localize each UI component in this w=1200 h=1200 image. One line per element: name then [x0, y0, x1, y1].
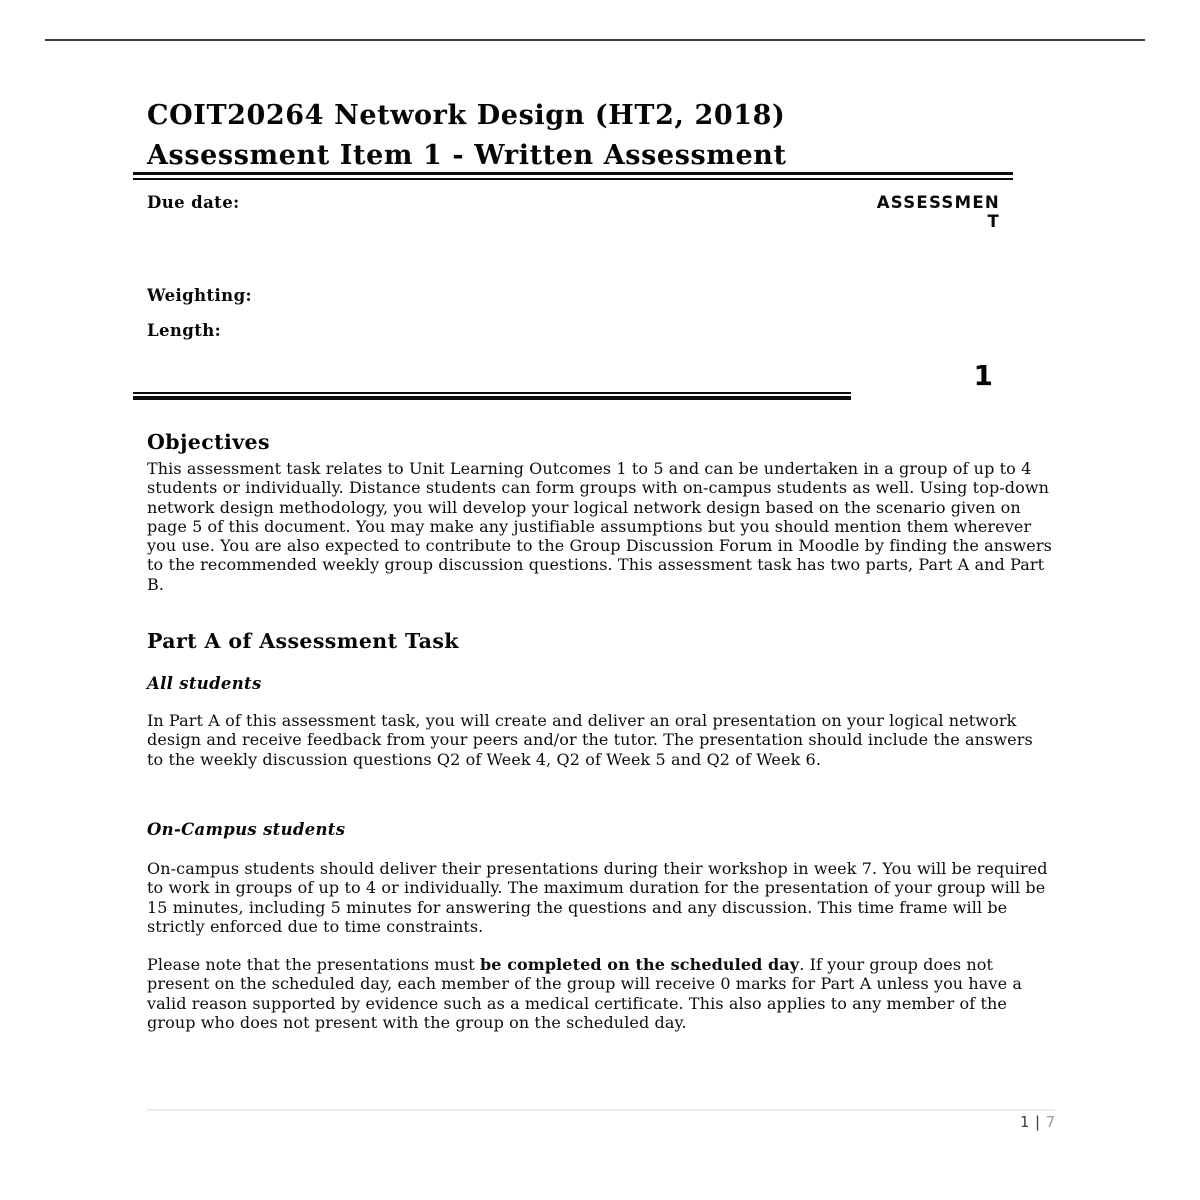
- due-date-label: Due date:: [147, 193, 240, 212]
- footer-page-current: 1: [1019, 1113, 1029, 1131]
- objectives-paragraph: This assessment task relates to Unit Learning Outcomes 1 to 5 and can be undertaken in a group of up to 4 students or individually. Distance students can form groups with on-campus students as well. Using top-down network design methodology, you will develop your logical network design based on the scenario given on page 5 of this document. You may make any justifiable assumptions but you should mention them wherever you use. You are also expected to contribute to the Group Discussion Forum in Moodle by finding the answers to the recommended weekly group discussion questions. This assessment task has two parts, Part A and Part B.: [147, 459, 1052, 594]
- scheduled-day-note-paragraph: Please note that the presentations must be completed on the scheduled day. If your group does not present on the scheduled day, each member of the group will receive 0 marks for Part A unless you have a valid reason supported by evidence such as a medical certificate. This also applies to any member of the group who does not present with the group on the scheduled day.: [147, 955, 1022, 1032]
- footer-separator: |: [1032, 1113, 1042, 1131]
- document-title-line2: Assessment Item 1 - Written Assessment: [147, 140, 787, 171]
- title-underline-rule: [133, 172, 1013, 180]
- weighting-label: Weighting:: [147, 286, 252, 305]
- document-title-line1: COIT20264 Network Design (HT2, 2018): [147, 100, 786, 131]
- page-number-footer: [1020, 1113, 1055, 1131]
- footer-rule: [147, 1109, 1055, 1111]
- assessment-label-line1: ASSESSMEN: [876, 193, 1000, 212]
- all-students-subheading: All students: [147, 674, 262, 693]
- assessment-label: [877, 193, 1000, 231]
- page-top-rule: [45, 39, 1145, 41]
- assessment-label-line2: T: [987, 212, 1000, 231]
- footer-page-total: 7: [1045, 1113, 1055, 1131]
- on-campus-paragraph: On-campus students should deliver their presentations during their workshop in week 7. You will be required to work in groups of up to 4 or individually. The maximum duration for the presentation of your group will be 15 minutes, including 5 minutes for answering the questions and any discussion. This time frame will be strictly enforced due to time constraints.: [147, 859, 1048, 936]
- on-campus-subheading: On-Campus students: [147, 820, 346, 839]
- length-label: Length:: [147, 321, 222, 340]
- part-a-heading: Part A of Assessment Task: [147, 629, 459, 653]
- objectives-heading: Objectives: [147, 430, 270, 454]
- meta-bottom-rule: [133, 392, 851, 400]
- all-students-paragraph: In Part A of this assessment task, you will create and deliver an oral presentation on your logical network design and receive feedback from your peers and/or the tutor. The presentation should include the answers to the weekly discussion questions Q2 of Week 4, Q2 of Week 5 and Q2 of Week 6.: [147, 711, 1033, 769]
- assessment-number: 1: [973, 359, 993, 392]
